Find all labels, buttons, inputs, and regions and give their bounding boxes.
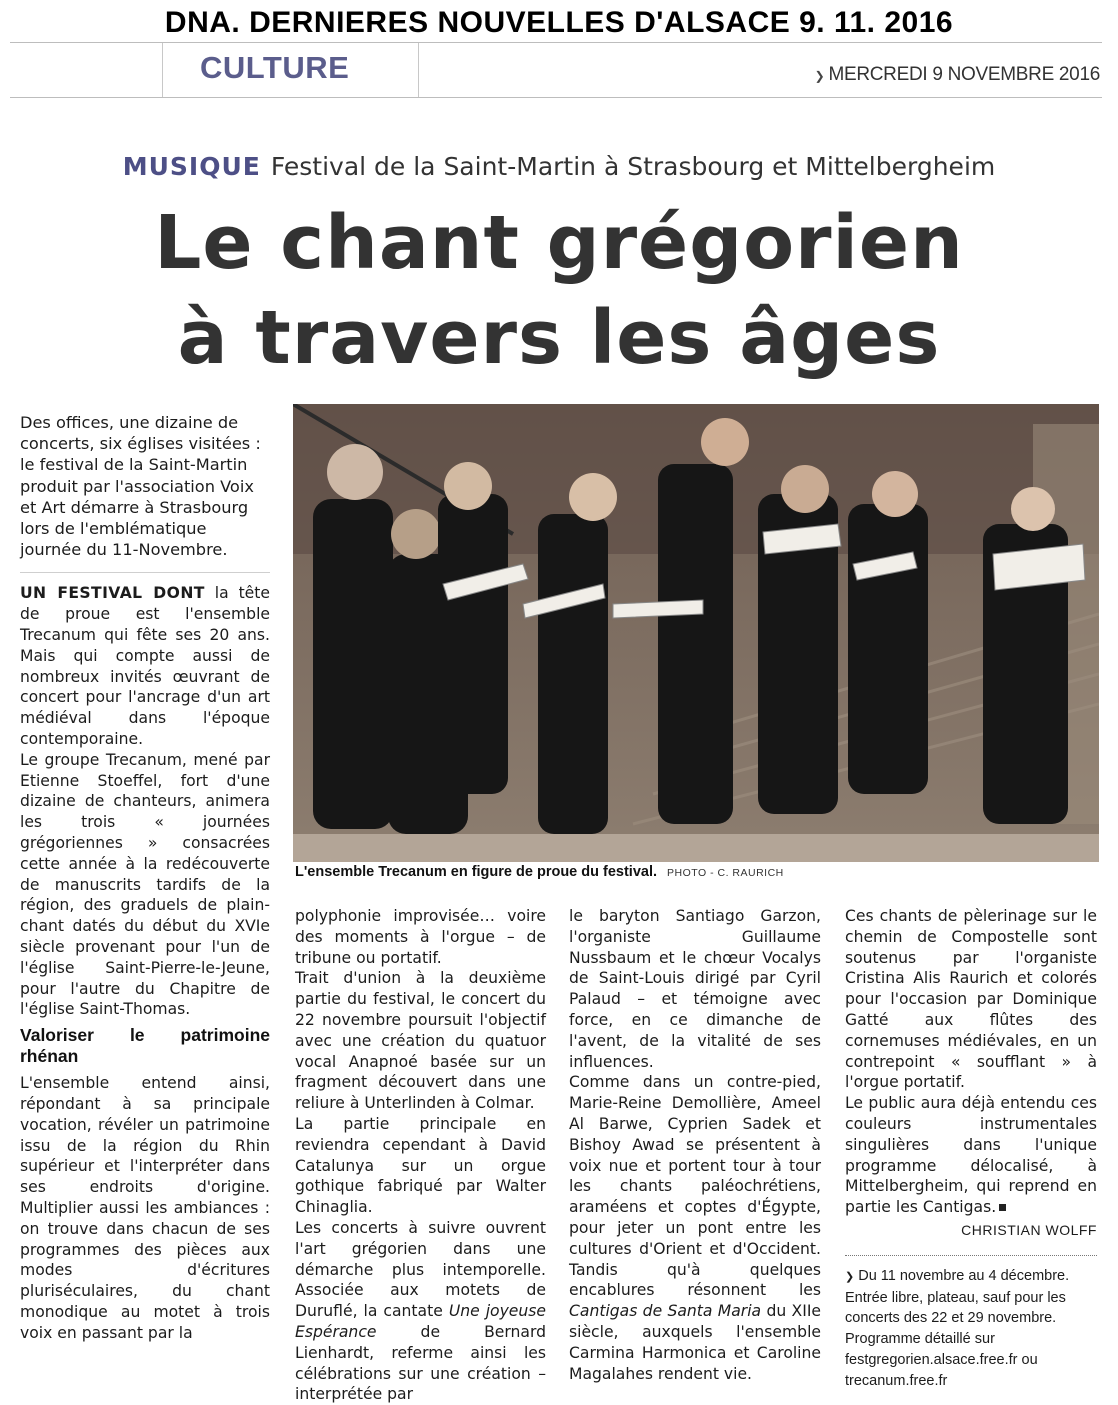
section-label: CULTURE <box>200 50 350 85</box>
date-text: MERCREDI 9 NOVEMBRE 2016 <box>828 64 1100 85</box>
paragraph <box>569 1072 821 1384</box>
caption-text: L'ensemble Trecanum en figure de proue du festival. <box>295 864 658 880</box>
paragraph: Ces chants de pèlerinage sur le chemin de Compostelle sont soutenus par l'organiste Cristina Alis Raurich et colorés pour l'occasion par Dominique Gatté aux flûtes des cornemuses médiévales, en un contrepoint « soufflant » à l'orgue portatif. <box>845 907 1097 1092</box>
work-title: Cantigas de Santa Maria <box>569 1302 762 1321</box>
photo-caption <box>295 864 1095 880</box>
kicker <box>0 152 1118 181</box>
paragraph-text: Les concerts à suivre ouvrent l'art grégorien dans une démarche plus intemporelle. Associée aux motets de Duruflé, la cantate <box>295 1218 546 1321</box>
paragraph: polyphonie improvisée… voire des moments à l'orgue – de tribune ou portatif. <box>295 907 546 967</box>
drop-caps: UN FESTIVAL DONT <box>20 584 205 603</box>
paragraph <box>295 1218 546 1405</box>
divider <box>20 572 270 573</box>
paragraph <box>20 583 270 749</box>
rubric: MUSIQUE <box>122 152 261 181</box>
chevron-right-icon: ❯ <box>814 69 825 83</box>
column-3 <box>569 906 821 1384</box>
photo-credit: PHOTO - C. RAURICH <box>667 867 784 879</box>
headline-line-1: Le chant grégorien <box>154 200 964 286</box>
info-dates-line <box>845 1266 1097 1288</box>
headline-line-2: à travers les âges <box>177 295 941 381</box>
masthead: DNA. DERNIERES NOUVELLES D'ALSACE 9. 11. 2016 <box>164 6 954 39</box>
kicker-text: Festival de la Saint-Martin à Strasbourg et Mittelbergheim <box>270 152 996 181</box>
work-title: Une joyeuse Espérance <box>295 1302 546 1341</box>
info-dates: Du 11 novembre au 4 décembre. <box>858 1267 1070 1284</box>
paragraph: La partie principale en reviendra cependant à David Catalunya sur un orgue gothique fabriqué par Walter Chinaglia. <box>295 1114 546 1217</box>
column-4 <box>845 906 1097 1392</box>
paragraph: Trait d'union à la deuxième partie du festival, le concert du 22 novembre poursuit l'objectif avec une création du quatuor vocal Anapnoé basée sur un fragment découvert dans une reliure à Unterlinden à Colmar. <box>295 969 546 1113</box>
paragraph-text: la tête de proue est l'ensemble Trecanum qui fête ses 20 ans. Mais qui compte aussi de nombreux invités œuvrant de concert pour l'ancrage d'un art médiéval dans l'époque contemporaine. <box>20 584 270 748</box>
end-mark <box>999 1204 1006 1211</box>
subheading: Valoriser le patrimoine rhénan <box>20 1025 270 1067</box>
paragraph: Le groupe Trecanum, mené par Etienne Stoeffel, fort d'une dizaine de chanteurs, animera les trois « journées grégoriennes » consacrées cette année à la redécouverte de manuscrits tardifs de la région, des graduels de plain-chant datés du début du XVIe siècle provenant pour l'un de l'église Saint-Pierre-le-Jeune, pour l'autre du Chapitre de l'église Saint-Thomas. <box>20 750 270 1019</box>
dateline <box>815 64 1100 86</box>
column-1 <box>20 412 270 1344</box>
paragraph: le baryton Santiago Garzon, l'organiste Guillaume Nussbaum et le chœur Vocalys de Saint-Louis dirigé par Cyril Palaud – et témoigne avec force, en ce dimanche de l'avent, de la vitalité de ses influences. <box>569 907 821 1071</box>
divider <box>845 1255 1097 1256</box>
headline <box>0 196 1118 386</box>
info-entry: Entrée libre, plateau, sauf pour les concerts des 22 et 29 novembre. <box>845 1289 1066 1327</box>
paragraph-text: Comme dans un contre-pied, Marie-Reine Demollière, Ameel Al Barwe, Cyprien Sadek et Bishoy Awad se présentent à voix nue et portent tour à tour les chants paléochrétiens, araméens et coptes d'Égypte, pour jeter un pont entre les cultures d'Orient et d'Occident. Tandis qu'à quelques encablures résonnent les <box>569 1073 821 1300</box>
paragraph: L'ensemble entend ainsi, répondant à sa principale vocation, révéler un patrimoine issu de la région du Rhin supérieur et l'interpréter dans ses endroits d'origine. Multiplier aussi les ambiances : on trouve dans chacun de ses programmes des pièces aux modes d'écritures pluriséculaires, du chant monodique au motet à trois voix en passant par la <box>20 1074 270 1342</box>
info-program: Programme détaillé sur festgregorien.alsace.free.fr ou trecanum.free.fr <box>845 1331 1038 1389</box>
paragraph-text: de Bernard Lienhardt, referme ainsi les célébrations sur une création – interprétée par <box>295 1322 546 1404</box>
info-box <box>845 1266 1097 1392</box>
byline: CHRISTIAN WOLFF <box>961 1221 1097 1238</box>
paragraph-text: Le public aura déjà entendu ces couleurs instrumentales singulières dans l'unique programme délocalisé, à Mittelbergheim, qui reprend en partie les Cantigas. <box>845 1094 1097 1217</box>
chevron-right-icon: ❯ <box>845 1270 855 1283</box>
ensemble-photo <box>293 404 1099 862</box>
column-2 <box>295 906 546 1405</box>
paragraph <box>845 1093 1097 1218</box>
lead-paragraph: Des offices, une dizaine de concerts, six églises visitées : le festival de la Saint-Martin produit par l'association Voix et Art démarre à Strasbourg lors de l'emblématique journée du 11-Novembre. <box>20 413 261 560</box>
singers-illustration <box>293 404 1099 862</box>
paragraph-text: du XIIe siècle, auxquels l'ensemble Carmina Harmonica et Caroline Magalahes rendent vie. <box>569 1302 822 1383</box>
